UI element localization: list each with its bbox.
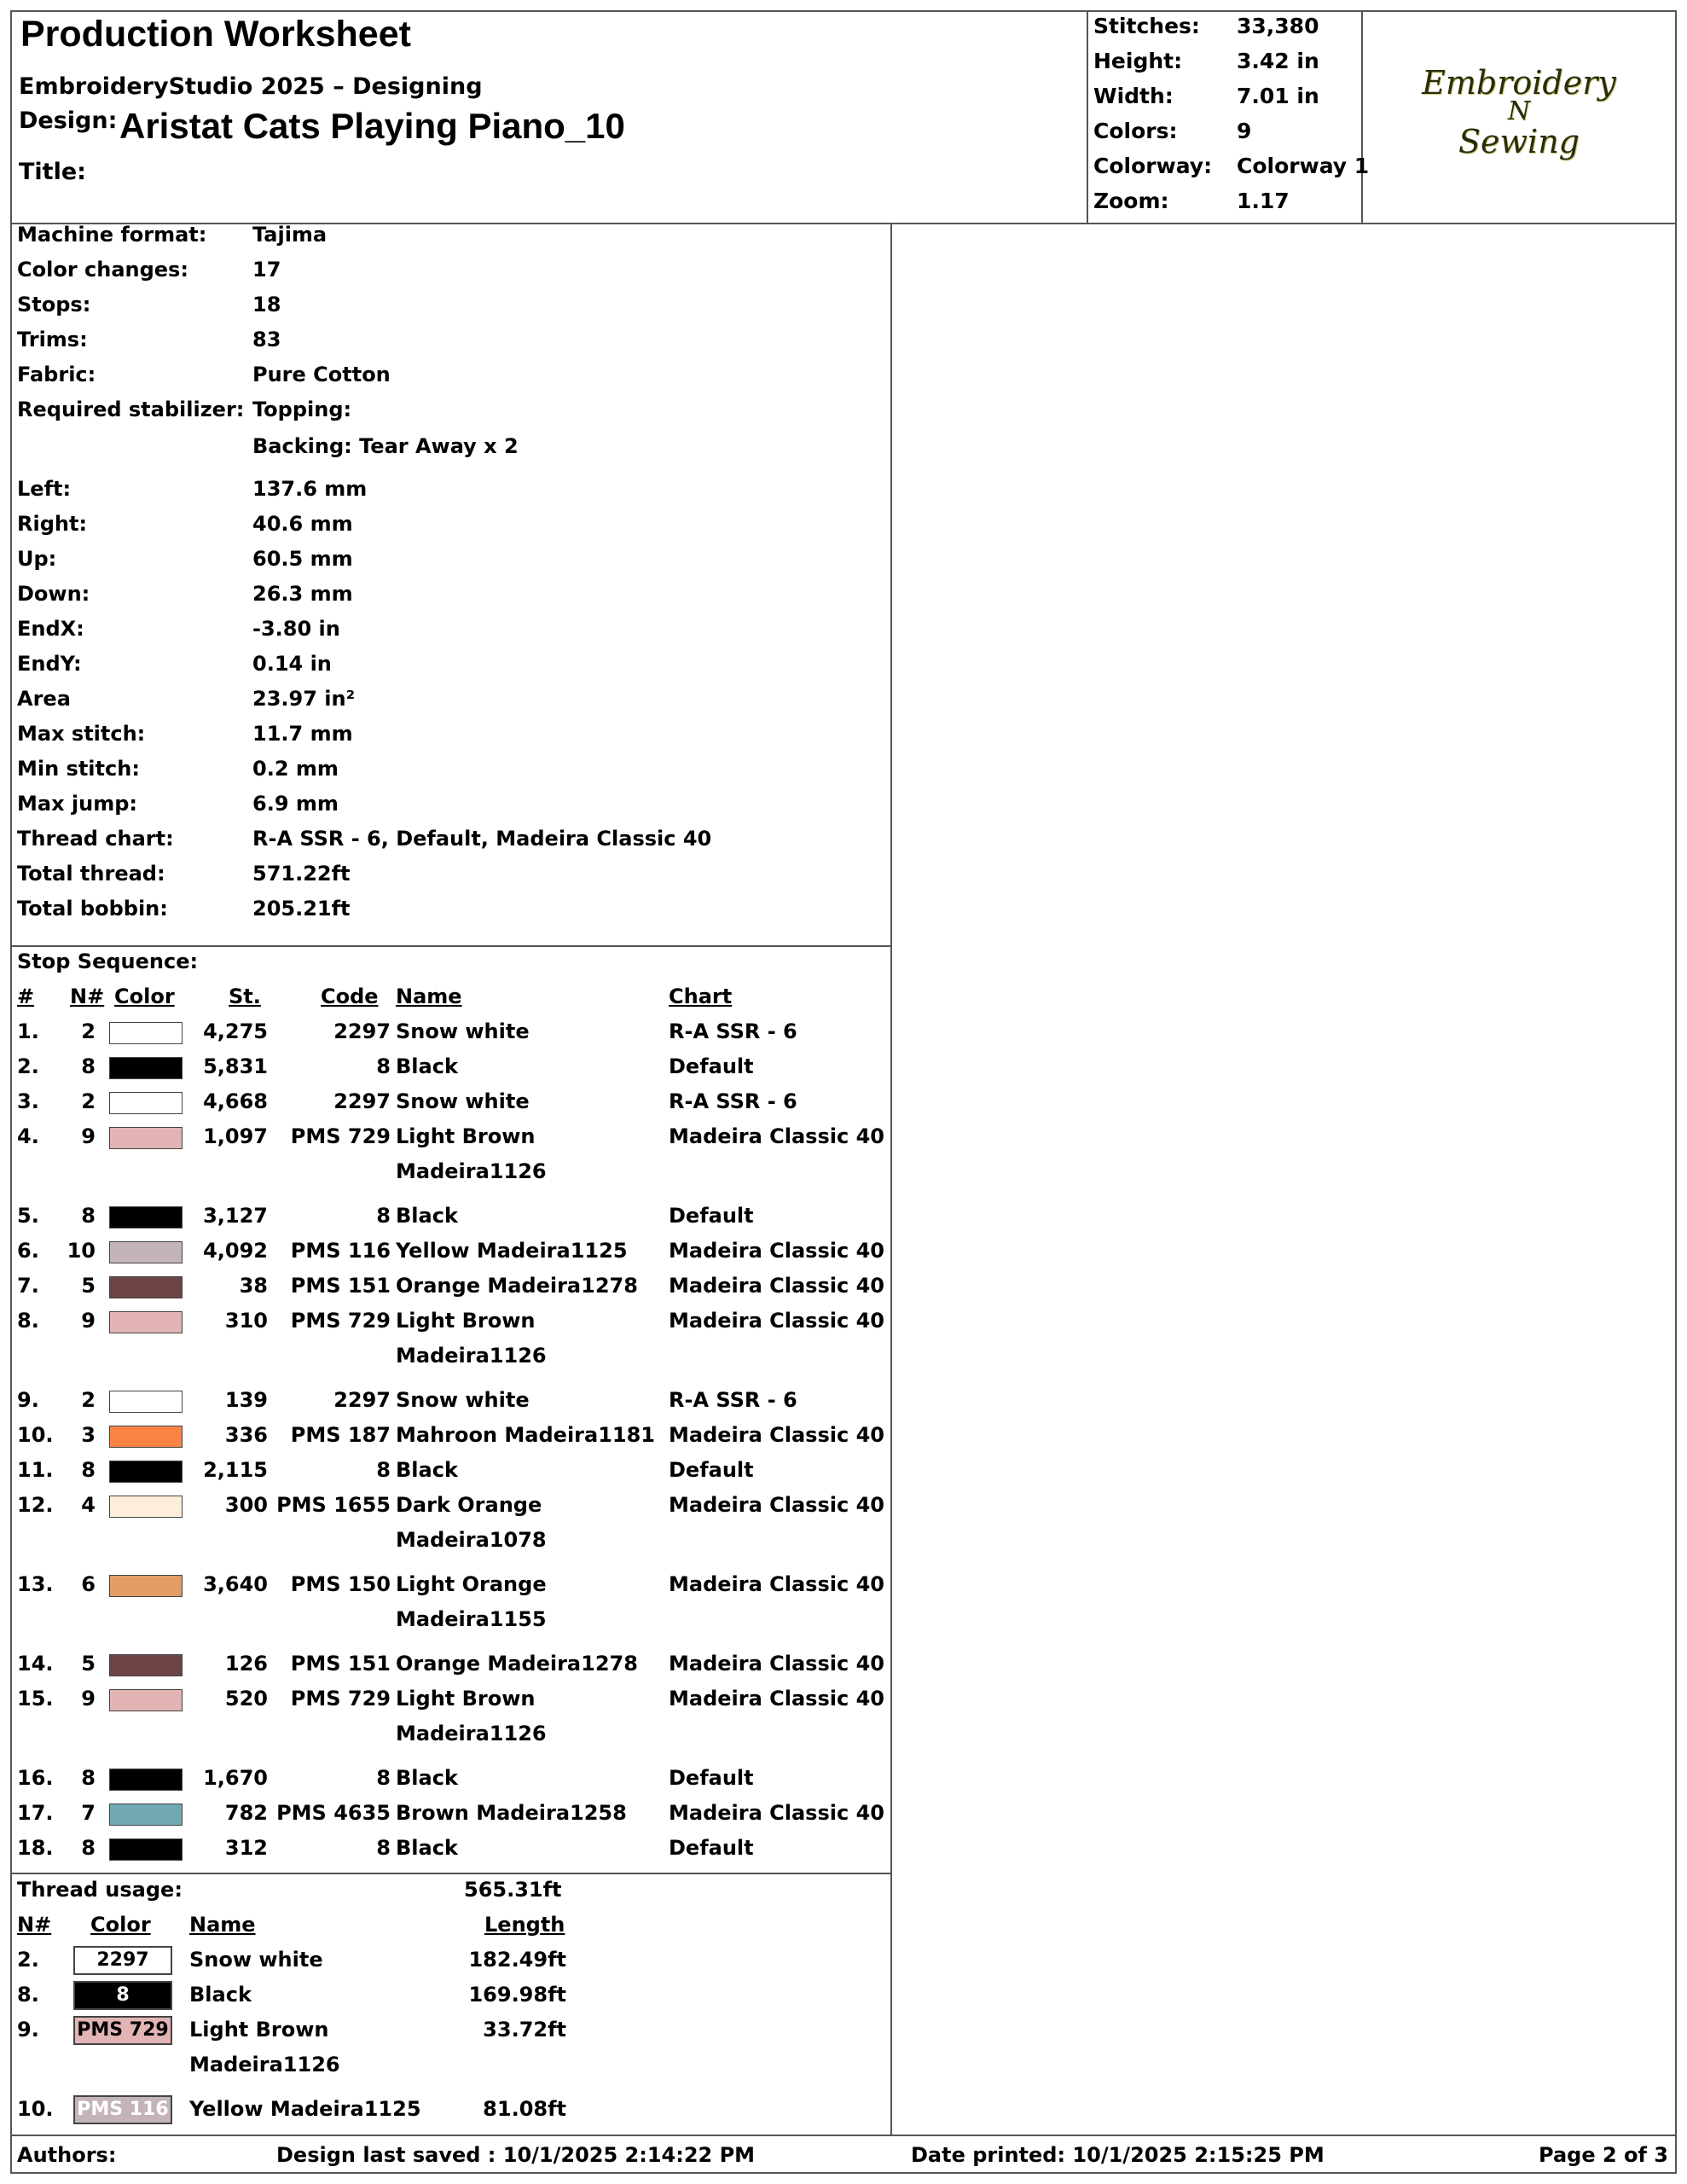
row-chart: Madeira Classic 40 [669, 1801, 884, 1825]
info-label: Machine format: [17, 223, 207, 247]
col-header-length: Length [484, 1913, 565, 1937]
info-value: 137.6 mm [252, 477, 368, 501]
table-row [12, 1652, 890, 1686]
info-value: 17 [252, 258, 281, 282]
row-needle: 6 [81, 1572, 96, 1596]
row-index: 15. [17, 1687, 54, 1711]
info-row [12, 398, 890, 432]
info-row [12, 792, 890, 826]
row-index: 10. [17, 1423, 54, 1447]
info-value: R-A SSR - 6, Default, Madeira Classic 40 [252, 827, 712, 851]
row-name-line2: Madeira1078 [396, 1528, 547, 1552]
row-stitches: 4,092 [203, 1239, 268, 1263]
row-chart: Default [669, 1054, 754, 1078]
row-name: Light Brown [396, 1309, 536, 1333]
color-swatch [109, 1311, 183, 1333]
row-chart: Madeira Classic 40 [669, 1687, 884, 1711]
summary-value: 7.01 in [1237, 84, 1319, 108]
color-swatch [109, 1496, 183, 1518]
row-needle: 8 [81, 1458, 96, 1482]
design-name: Aristat Cats Playing Piano_10 [119, 106, 625, 146]
row-index: 5. [17, 1204, 39, 1228]
info-value: 6.9 mm [252, 792, 339, 816]
info-label: Up: [17, 547, 57, 571]
info-row [12, 757, 890, 791]
info-value: 0.2 mm [252, 757, 339, 781]
row-name: Light Brown [189, 2018, 329, 2042]
thread-usage-total: 565.31ft [464, 1878, 562, 1902]
info-label: Stops: [17, 293, 91, 317]
row-chart: Madeira Classic 40 [669, 1309, 884, 1333]
row-length: 81.08ft [483, 2097, 566, 2121]
info-label: Total bobbin: [17, 897, 168, 921]
app-name: EmbroideryStudio 2025 – Designing [19, 73, 483, 100]
info-row [12, 293, 890, 327]
row-code: PMS 116 [290, 1239, 391, 1263]
row-chart: Madeira Classic 40 [669, 1652, 884, 1676]
info-value: Pure Cotton [252, 363, 391, 386]
row-chart: Madeira Classic 40 [669, 1274, 884, 1298]
row-code: 2297 [333, 1019, 391, 1043]
divider [12, 945, 890, 947]
details-column [12, 223, 892, 2135]
row-chart: Madeira Classic 40 [669, 1423, 884, 1447]
row-name: Dark Orange [396, 1493, 542, 1517]
page-number: Page 2 of 3 [1539, 2143, 1668, 2167]
color-swatch [109, 1057, 183, 1079]
info-value: -3.80 in [252, 617, 340, 641]
row-name: Orange Madeira1278 [396, 1274, 638, 1298]
col-header-code: Code [321, 985, 379, 1008]
row-length: 182.49ft [468, 1948, 566, 1972]
info-row [12, 547, 890, 581]
row-name: Light Brown [396, 1687, 536, 1711]
row-needle: 2. [17, 1948, 39, 1972]
col-header-color: Color [114, 985, 175, 1008]
worksheet-page [10, 10, 1677, 2174]
row-name: Black [189, 1983, 252, 2007]
info-row [12, 652, 890, 686]
row-needle: 2 [81, 1388, 96, 1412]
row-needle: 9 [81, 1687, 96, 1711]
row-needle: 8 [81, 1836, 96, 1860]
info-label: Left: [17, 477, 72, 501]
row-code: PMS 187 [290, 1423, 391, 1447]
summary-value: 3.42 in [1237, 49, 1319, 73]
row-code: PMS 729 [290, 1124, 391, 1148]
row-index: 8. [17, 1309, 39, 1333]
row-code: PMS 151 [290, 1652, 391, 1676]
table-row [12, 2095, 890, 2129]
row-code: 8 [376, 1054, 391, 1078]
row-name-line2: Madeira1126 [189, 2053, 340, 2077]
info-row [12, 687, 890, 721]
info-value: 0.14 in [252, 652, 332, 676]
table-row [12, 1493, 890, 1552]
row-name: Black [396, 1836, 458, 1860]
table-row [12, 1274, 890, 1308]
footer [12, 2135, 1675, 2174]
row-stitches: 520 [224, 1687, 268, 1711]
info-value: 205.21ft [252, 897, 351, 921]
table-row [12, 1309, 890, 1368]
row-name: Snow white [189, 1948, 323, 1972]
row-index: 1. [17, 1019, 39, 1043]
col-header-needle: N# [70, 985, 105, 1008]
row-stitches: 4,668 [203, 1089, 268, 1113]
row-name: Yellow Madeira1125 [189, 2097, 421, 2121]
thread-color-chip: 8 [73, 1981, 172, 2010]
info-value: 18 [252, 293, 281, 317]
row-index: 18. [17, 1836, 54, 1860]
info-row [12, 827, 890, 861]
info-row [12, 897, 890, 931]
last-saved: Design last saved : 10/1/2025 2:14:22 PM [276, 2143, 756, 2167]
color-swatch [109, 1838, 183, 1861]
row-stitches: 139 [224, 1388, 268, 1412]
row-stitches: 310 [224, 1309, 268, 1333]
row-needle: 8 [81, 1766, 96, 1790]
embroidery-n-sewing-logo: Embroidery N Sewing [1422, 64, 1616, 160]
row-chart: R-A SSR - 6 [669, 1388, 797, 1412]
color-swatch [109, 1804, 183, 1826]
col-header-stitches: St. [229, 985, 261, 1008]
table-row [12, 1981, 890, 2015]
info-label: Down: [17, 582, 90, 606]
info-label: Total thread: [17, 862, 165, 886]
row-stitches: 300 [224, 1493, 268, 1517]
summary-label: Width: [1093, 84, 1174, 108]
summary-label: Height: [1093, 49, 1183, 73]
row-name: Light Brown [396, 1124, 536, 1148]
summary-label: Zoom: [1093, 189, 1169, 213]
info-label: Max jump: [17, 792, 138, 816]
summary-value: Colorway 1 [1237, 154, 1370, 178]
thread-usage-title: Thread usage: [17, 1878, 183, 1902]
row-stitches: 126 [224, 1652, 268, 1676]
info-row [12, 722, 890, 756]
row-code: PMS 150 [290, 1572, 391, 1596]
color-swatch [109, 1654, 183, 1676]
row-code: 8 [376, 1204, 391, 1228]
row-needle: 7 [81, 1801, 96, 1825]
row-needle: 2 [81, 1019, 96, 1043]
col-header-needle: N# [17, 1913, 52, 1937]
row-name: Light Orange [396, 1572, 547, 1596]
col-header-color: Color [90, 1913, 151, 1937]
color-swatch [109, 1241, 183, 1263]
col-header-name: Name [189, 1913, 256, 1937]
row-code: PMS 729 [290, 1687, 391, 1711]
table-row [12, 1388, 890, 1422]
row-name: Black [396, 1054, 458, 1078]
info-label: Fabric: [17, 363, 96, 386]
row-chart: Madeira Classic 40 [669, 1572, 884, 1596]
row-name: Snow white [396, 1089, 530, 1113]
info-value: 60.5 mm [252, 547, 353, 571]
info-label: Thread chart: [17, 827, 174, 851]
thread-color-chip: 2297 [73, 1946, 172, 1975]
color-swatch [109, 1689, 183, 1711]
col-header-chart: Chart [669, 985, 733, 1008]
table-row [12, 1687, 890, 1745]
table-row [12, 1089, 890, 1124]
color-swatch [109, 1461, 183, 1483]
row-needle: 8 [81, 1054, 96, 1078]
date-printed: Date printed: 10/1/2025 2:15:25 PM [911, 2143, 1325, 2167]
row-index: 6. [17, 1239, 39, 1263]
row-index: 3. [17, 1089, 39, 1113]
table-row [12, 1019, 890, 1054]
title-label: Title: [19, 159, 86, 185]
color-swatch [109, 1575, 183, 1597]
row-chart: Default [669, 1766, 754, 1790]
color-swatch [109, 1426, 183, 1448]
row-index: 12. [17, 1493, 54, 1517]
summary-value: 33,380 [1237, 14, 1319, 38]
row-stitches: 4,275 [203, 1019, 268, 1043]
summary-value: 9 [1237, 119, 1252, 143]
stop-sequence-title: Stop Sequence: [17, 950, 199, 973]
row-chart: R-A SSR - 6 [669, 1089, 797, 1113]
row-needle: 5 [81, 1274, 96, 1298]
info-label: Max stitch: [17, 722, 146, 746]
info-value: 571.22ft [252, 862, 351, 886]
row-name: Yellow Madeira1125 [396, 1239, 628, 1263]
row-name: Mahroon Madeira1181 [396, 1423, 656, 1447]
info-value: 83 [252, 328, 281, 351]
color-swatch [109, 1206, 183, 1228]
info-value: Tajima [252, 223, 328, 247]
row-needle: 9 [81, 1309, 96, 1333]
row-stitches: 312 [224, 1836, 268, 1860]
info-value: 23.97 in² [252, 687, 356, 711]
info-label: Required stabilizer: [17, 398, 245, 421]
row-index: 11. [17, 1458, 54, 1482]
row-code: 8 [376, 1836, 391, 1860]
info-row [12, 328, 890, 362]
info-row [12, 434, 890, 468]
info-value: 26.3 mm [252, 582, 353, 606]
info-row [12, 477, 890, 511]
info-value: Topping: [252, 398, 352, 421]
info-row [12, 223, 890, 257]
info-label: Trims: [17, 328, 88, 351]
row-stitches: 1,097 [203, 1124, 268, 1148]
summary-label: Colors: [1093, 119, 1178, 143]
row-name: Black [396, 1204, 458, 1228]
thread-color-chip: PMS 116 [73, 2095, 172, 2124]
table-row [12, 1836, 890, 1870]
row-index: 7. [17, 1274, 39, 1298]
page-title: Production Worksheet [20, 14, 411, 55]
row-code: PMS 4635 [276, 1801, 391, 1825]
table-row [12, 2016, 890, 2077]
table-row [12, 1801, 890, 1835]
color-swatch [109, 1769, 183, 1791]
table-row [12, 1204, 890, 1238]
table-row [12, 1124, 890, 1183]
table-row [12, 1946, 890, 1980]
row-name-line2: Madeira1126 [396, 1159, 547, 1183]
info-value: 40.6 mm [252, 512, 353, 536]
logo-block [1363, 12, 1675, 223]
row-stitches: 336 [224, 1423, 268, 1447]
row-name: Black [396, 1458, 458, 1482]
row-needle: 9 [81, 1124, 96, 1148]
row-code: PMS 729 [290, 1309, 391, 1333]
row-chart: Madeira Classic 40 [669, 1239, 884, 1263]
row-stitches: 5,831 [203, 1054, 268, 1078]
row-name-line2: Madeira1126 [396, 1722, 547, 1745]
info-label: EndX: [17, 617, 84, 641]
info-row [12, 582, 890, 616]
row-index: 14. [17, 1652, 54, 1676]
table-row [12, 1572, 890, 1631]
info-value: Backing: Tear Away x 2 [252, 434, 519, 458]
info-row [12, 512, 890, 546]
row-chart: Madeira Classic 40 [669, 1493, 884, 1517]
summary-block [1088, 12, 1370, 223]
row-code: PMS 1655 [276, 1493, 391, 1517]
info-label: Area [17, 687, 71, 711]
table-row [12, 1766, 890, 1800]
color-swatch [109, 1276, 183, 1298]
row-stitches: 38 [239, 1274, 268, 1298]
row-code: 2297 [333, 1089, 391, 1113]
summary-value: 1.17 [1237, 189, 1290, 213]
row-name: Black [396, 1766, 458, 1790]
row-index: 9. [17, 1388, 39, 1412]
color-swatch [109, 1022, 183, 1044]
header-title-block [12, 12, 1088, 223]
info-row [12, 363, 890, 397]
row-index: 16. [17, 1766, 54, 1790]
row-needle: 4 [81, 1493, 96, 1517]
row-stitches: 1,670 [203, 1766, 268, 1790]
row-stitches: 3,640 [203, 1572, 268, 1596]
row-length: 169.98ft [468, 1983, 566, 2007]
row-index: 17. [17, 1801, 54, 1825]
row-name: Orange Madeira1278 [396, 1652, 638, 1676]
row-needle: 8. [17, 1983, 39, 2007]
row-index: 4. [17, 1124, 39, 1148]
row-stitches: 782 [224, 1801, 268, 1825]
row-needle: 8 [81, 1204, 96, 1228]
summary-label: Stitches: [1093, 14, 1200, 38]
thread-color-chip: PMS 729 [73, 2016, 172, 2045]
info-label: EndY: [17, 652, 82, 676]
row-needle: 9. [17, 2018, 39, 2042]
row-code: 2297 [333, 1388, 391, 1412]
design-label: Design: [19, 107, 118, 134]
row-name: Snow white [396, 1019, 530, 1043]
row-chart: R-A SSR - 6 [669, 1019, 797, 1043]
col-header-index: # [17, 985, 35, 1008]
row-chart: Default [669, 1458, 754, 1482]
row-chart: Default [669, 1204, 754, 1228]
row-needle: 2 [81, 1089, 96, 1113]
summary-label: Colorway: [1093, 154, 1213, 178]
row-name: Brown Madeira1258 [396, 1801, 627, 1825]
row-name: Snow white [396, 1388, 530, 1412]
col-header-name: Name [396, 985, 462, 1008]
header [12, 12, 1675, 224]
divider [12, 1873, 890, 1874]
row-stitches: 3,127 [203, 1204, 268, 1228]
table-row [12, 1423, 890, 1457]
info-row [12, 617, 890, 651]
table-row [12, 1054, 890, 1089]
row-needle: 10 [67, 1239, 96, 1263]
info-row [12, 258, 890, 292]
row-name-line2: Madeira1155 [396, 1607, 547, 1631]
info-value: 11.7 mm [252, 722, 353, 746]
row-length: 33.72ft [483, 2018, 566, 2042]
row-needle: 3 [81, 1423, 96, 1447]
info-label: Color changes: [17, 258, 188, 282]
color-swatch [109, 1391, 183, 1413]
info-label: Right: [17, 512, 88, 536]
row-stitches: 2,115 [203, 1458, 268, 1482]
row-code: 8 [376, 1458, 391, 1482]
row-needle: 5 [81, 1652, 96, 1676]
color-swatch [109, 1127, 183, 1149]
row-index: 2. [17, 1054, 39, 1078]
row-code: 8 [376, 1766, 391, 1790]
authors-label: Authors: [17, 2143, 117, 2167]
row-index: 13. [17, 1572, 54, 1596]
row-chart: Default [669, 1836, 754, 1860]
row-chart: Madeira Classic 40 [669, 1124, 884, 1148]
table-row [12, 1239, 890, 1273]
row-needle: 10. [17, 2097, 54, 2121]
info-label: Min stitch: [17, 757, 140, 781]
row-code: PMS 151 [290, 1274, 391, 1298]
color-swatch [109, 1092, 183, 1114]
info-row [12, 862, 890, 896]
row-name-line2: Madeira1126 [396, 1344, 547, 1368]
table-row [12, 1458, 890, 1492]
